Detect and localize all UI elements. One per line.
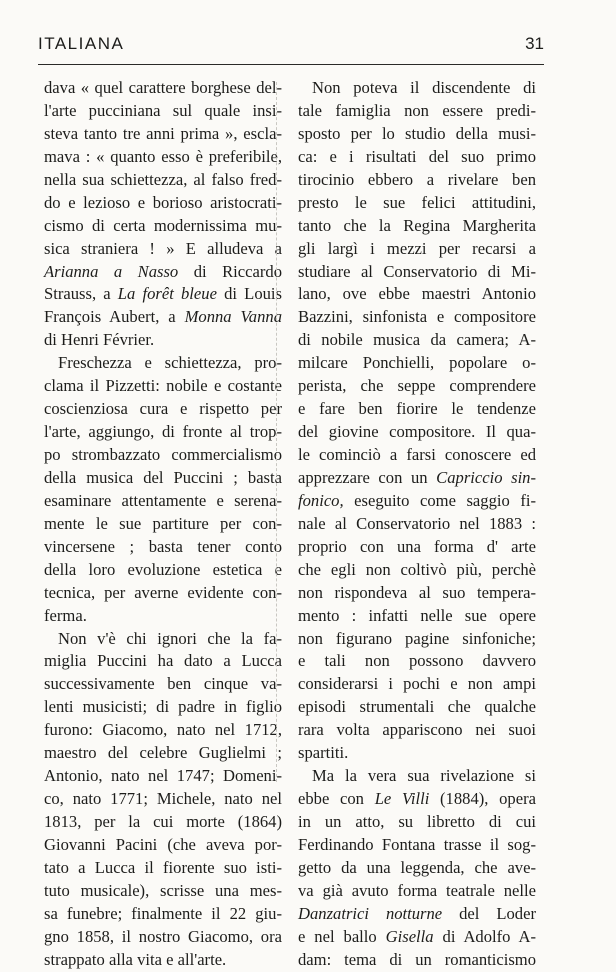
- text-segment: ebbe con: [298, 789, 375, 809]
- text-line: [298, 100, 536, 123]
- text-line: [44, 467, 282, 490]
- text-line: [44, 375, 282, 398]
- text-line: [44, 880, 282, 903]
- text-line: [298, 421, 536, 444]
- text-line: [298, 696, 536, 719]
- text-segment: milcare Ponchielli, popolare o-: [298, 353, 536, 373]
- text-line: [298, 949, 536, 972]
- text-line: [44, 169, 282, 192]
- text-segment: del Loder: [442, 903, 536, 923]
- text-segment: po strombazzato commercialismo: [44, 445, 282, 464]
- italic-title: Gisella: [385, 926, 434, 946]
- text-line: [298, 834, 536, 857]
- text-line: [44, 834, 282, 857]
- text-line: [298, 329, 536, 352]
- text-line: [44, 444, 282, 467]
- text-segment: che egli non coltivò più, perchè: [298, 559, 536, 579]
- text-segment: non figurano pagine sinfoniche;: [298, 628, 536, 648]
- text-line: [44, 398, 282, 421]
- text-segment: mente le sue partiture per con-: [44, 513, 282, 533]
- text-segment: di Riccardo: [178, 261, 282, 281]
- text-line: [298, 352, 536, 375]
- text-line: [298, 490, 536, 513]
- text-line: [298, 559, 536, 582]
- text-line: [298, 169, 536, 192]
- text-line: [44, 926, 282, 949]
- text-line: [44, 582, 282, 605]
- text-line: [44, 949, 282, 972]
- text-segment: spartiti.: [298, 743, 349, 763]
- text-segment: esaminare attentamente e serena-: [44, 490, 282, 510]
- text-segment: apprezzare con un: [298, 467, 437, 487]
- text-line: [44, 283, 282, 306]
- text-line: [298, 375, 536, 398]
- text-line: [298, 398, 536, 421]
- text-line: [44, 329, 282, 352]
- text-line: [44, 261, 282, 284]
- text-segment: dam: tema di un romanticismo: [298, 949, 536, 969]
- text-segment: (1884), opera: [429, 789, 536, 809]
- text-line: [44, 513, 282, 536]
- text-line: [44, 123, 282, 146]
- text-line: [298, 903, 536, 926]
- text-segment: 1813, per la cui morte (1864): [44, 812, 282, 831]
- text-segment: presto le sue felici attitudini,: [298, 192, 536, 212]
- text-line: [298, 628, 536, 651]
- text-line: [298, 261, 536, 284]
- text-segment: e fare ben fiorire le tendenze: [298, 399, 536, 419]
- text-line: [44, 788, 282, 811]
- text-line: [44, 215, 282, 238]
- text-segment: mava : « quanto esso è preferibile,: [44, 146, 282, 166]
- text-line: [298, 650, 536, 673]
- text-line: [298, 467, 536, 490]
- right-column: [298, 77, 536, 972]
- text-segment: in un atto, su libretto di cui: [298, 812, 536, 831]
- text-line: [298, 306, 536, 329]
- text-segment: François Aubert, a: [44, 307, 185, 327]
- text-line: [298, 283, 536, 306]
- text-line: [44, 146, 282, 169]
- text-line: [44, 696, 282, 719]
- text-line: [298, 765, 536, 788]
- text-line: [44, 650, 282, 673]
- text-segment: maestro del celebre Guglielmi ;: [44, 743, 282, 763]
- text-segment: non rispondeva al suo tempera-: [298, 582, 536, 602]
- text-line: [298, 192, 536, 215]
- text-line: [44, 903, 282, 926]
- text-segment: considerarsi i pochi e non ampi: [298, 674, 536, 694]
- text-segment: episodi strumentali che qualche: [298, 697, 536, 717]
- text-line: [298, 926, 536, 949]
- text-segment: Non poteva il discendente di: [312, 78, 536, 97]
- text-segment: studiare al Conservatorio di Mi-: [298, 261, 536, 281]
- text-segment: miglia Puccini ha dato a Lucca: [44, 651, 282, 671]
- text-segment: ca: e i risultati del suo primo: [298, 146, 536, 166]
- text-segment: l'arte, aggiungo, di fronte al trop-: [44, 422, 282, 442]
- text-segment: rara volta appariscono nei suoi: [298, 720, 536, 740]
- text-line: [44, 605, 282, 628]
- text-line: [44, 490, 282, 513]
- italic-title: Arianna a Nasso: [44, 261, 179, 281]
- text-segment: proprio con una forma d' arte: [298, 536, 536, 556]
- text-segment: di Louis: [216, 284, 282, 304]
- text-segment: do e lezioso e borioso aristocrati-: [44, 192, 282, 212]
- text-line: [298, 146, 536, 169]
- text-line: [44, 238, 282, 261]
- text-segment: della loro evoluzione estetica e: [44, 559, 282, 579]
- text-segment: getto da una leggenda, che ave-: [298, 857, 536, 877]
- text-segment: della musica del Puccini ; basta: [44, 467, 282, 487]
- text-line: [298, 719, 536, 742]
- italic-title: Le Villi: [374, 789, 430, 809]
- text-segment: tuto musicale), scrisse una mes-: [44, 880, 282, 900]
- text-line: [44, 100, 282, 123]
- text-line: [44, 352, 282, 375]
- italic-title: Monna Vanna: [184, 307, 282, 327]
- text-line: [298, 811, 536, 834]
- text-segment: dava « quel carattere borghese del-: [44, 78, 282, 97]
- text-segment: tale famiglia non essere predi-: [298, 100, 536, 120]
- text-line: [298, 77, 536, 100]
- text-segment: del giovine compositore. Il qua-: [298, 422, 536, 442]
- text-segment: Giovanni Pacini (che aveva por-: [44, 834, 282, 854]
- text-segment: Antonio, nato nel 1747; Domeni-: [44, 766, 282, 786]
- text-segment: e tali non possono davvero: [298, 651, 536, 671]
- text-segment: ferma.: [44, 605, 87, 625]
- text-line: [44, 628, 282, 651]
- text-segment: mento : infatti nelle sue opere: [298, 605, 536, 625]
- text-line: [298, 857, 536, 880]
- text-line: [44, 77, 282, 100]
- text-line: [44, 742, 282, 765]
- text-segment: lenti musicisti; di padre in figlio: [44, 697, 282, 717]
- text-line: [44, 811, 282, 834]
- text-segment: eseguito come saggio fi-: [343, 490, 536, 510]
- text-segment: tirocinio ebbero a rivelare ben: [298, 169, 536, 189]
- text-segment: cismo di certa modernissima mu-: [44, 215, 282, 235]
- text-line: [298, 238, 536, 261]
- text-line: [298, 513, 536, 536]
- text-line: [298, 605, 536, 628]
- left-column: [44, 77, 282, 972]
- text-segment: lano, ove ebbe maestri Antonio: [298, 284, 536, 304]
- text-segment: coscienziosa cura e rispetto per: [44, 399, 282, 419]
- header-rule: [38, 64, 544, 65]
- text-segment: Strauss, a: [44, 284, 118, 304]
- text-line: [298, 582, 536, 605]
- text-segment: clama il Pizzetti: nobile e costante: [44, 376, 282, 396]
- text-line: [298, 444, 536, 467]
- text-line: [298, 788, 536, 811]
- text-line: [44, 559, 282, 582]
- text-segment: sica straniera ! » E alludeva a: [44, 238, 282, 258]
- text-line: [298, 215, 536, 238]
- page-number: 31: [525, 34, 544, 53]
- text-line: [44, 192, 282, 215]
- text-segment: furono: Giacomo, nato nel 1712,: [44, 720, 282, 740]
- text-segment: di Henri Février.: [44, 330, 155, 350]
- text-segment: sposto per lo studio della musi-: [298, 123, 536, 143]
- text-segment: le cominciò a farsi conoscere ed: [298, 445, 536, 464]
- text-line: [298, 742, 536, 765]
- text-line: [298, 123, 536, 146]
- text-segment: co, nato 1771; Michele, nato nel: [44, 789, 282, 809]
- text-segment: tecnica, per averne evidente con-: [44, 582, 282, 602]
- column-divider: [276, 82, 277, 782]
- text-segment: tato a Lucca il fiorente suo isti-: [44, 857, 282, 877]
- text-segment: Freschezza e schiettezza, pro-: [58, 353, 282, 373]
- text-segment: di Adolfo A-: [433, 926, 536, 946]
- text-segment: di nobile musica da camera; A-: [298, 330, 536, 350]
- text-segment: vincersene ; basta tener conto: [44, 536, 282, 556]
- text-segment: nale al Conservatorio nel 1883 :: [298, 513, 536, 533]
- text-line: [44, 765, 282, 788]
- italic-title: Capriccio sin-: [436, 467, 536, 487]
- text-line: [44, 421, 282, 444]
- italic-title: La forêt bleue: [117, 284, 217, 304]
- text-line: [44, 536, 282, 559]
- text-segment: Ma la vera sua rivelazione si: [312, 766, 536, 786]
- text-segment: Non v'è chi ignori che la fa-: [58, 628, 282, 648]
- text-segment: strappato alla vita e all'arte.: [44, 949, 227, 969]
- italic-title: fonico,: [298, 490, 344, 510]
- text-line: [44, 306, 282, 329]
- text-line: [298, 880, 536, 903]
- text-line: [44, 673, 282, 696]
- text-segment: successivamente ben cinque va-: [44, 674, 282, 694]
- text-segment: nella sua schiettezza, al falso fred-: [44, 169, 282, 189]
- text-segment: tanto che la Regina Margherita: [298, 215, 536, 235]
- text-segment: va già avuto forma teatrale nelle: [298, 880, 536, 900]
- italic-title: Danzatrici notturne: [298, 903, 443, 923]
- text-segment: gno 1858, il nostro Giacomo, ora: [44, 926, 282, 946]
- text-segment: Ferdinando Fontana trasse il sog-: [298, 834, 536, 854]
- running-title: ITALIANA: [38, 34, 125, 53]
- text-segment: l'arte pucciniana sul quale insi-: [44, 100, 282, 120]
- text-segment: Bazzini, sinfonista e compositore: [298, 307, 536, 327]
- text-line: [298, 536, 536, 559]
- text-line: [298, 673, 536, 696]
- text-segment: gli largì i mezzi per recarsi a: [298, 238, 536, 258]
- text-segment: e nel ballo: [298, 926, 386, 946]
- text-segment: perista, che seppe comprendere: [298, 376, 536, 396]
- text-line: [44, 719, 282, 742]
- text-line: [44, 857, 282, 880]
- text-segment: sa funebre; finalmente il 22 giu-: [44, 903, 282, 923]
- text-segment: steva tanto tre anni prima », escla-: [44, 123, 282, 143]
